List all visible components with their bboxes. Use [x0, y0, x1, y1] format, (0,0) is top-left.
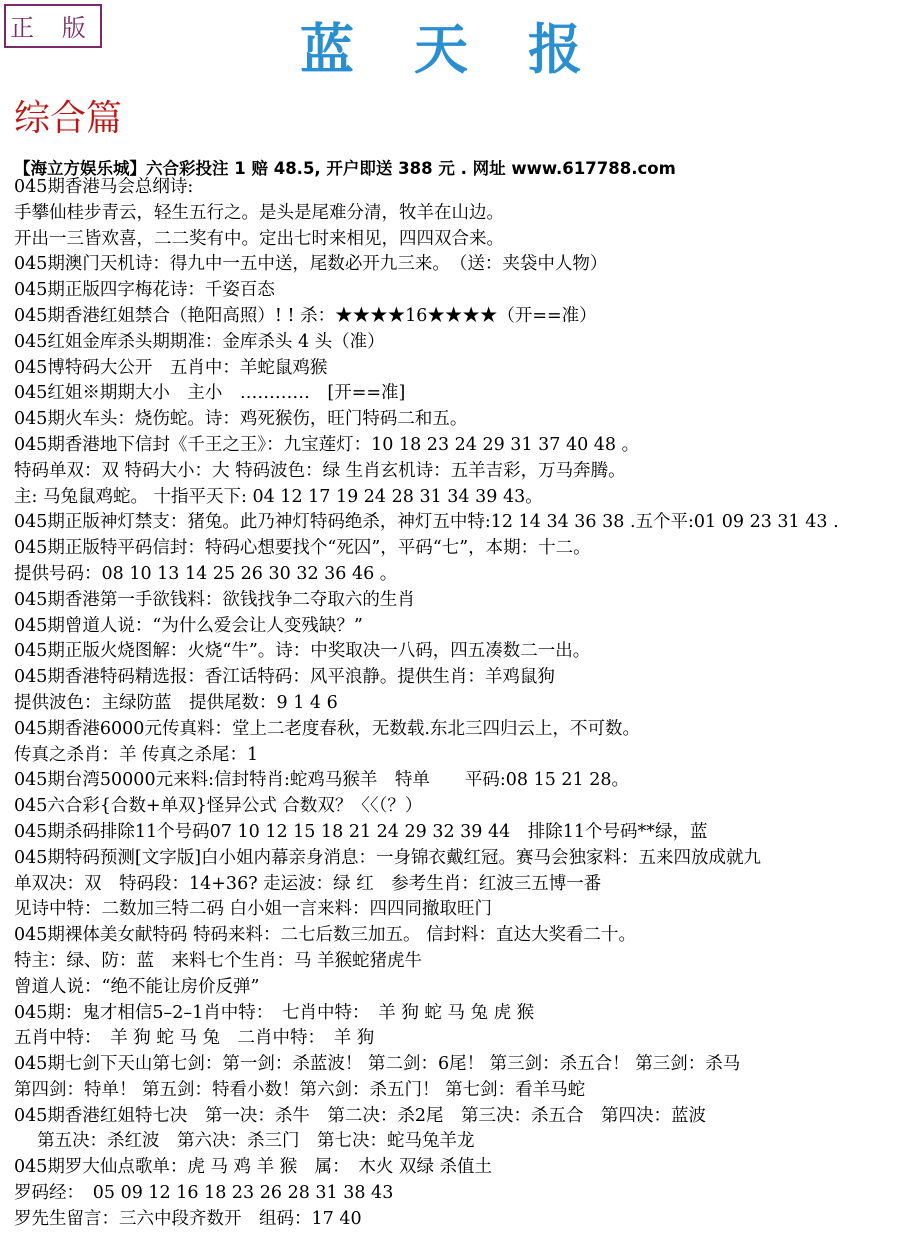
- text-line: 045期香港马会总纲诗:: [14, 177, 194, 197]
- text-line: 045期香港特码精选报：香江话特码：风平浪静。提供生肖：羊鸡鼠狗: [14, 667, 555, 688]
- text-line: 045期香港地下信封《千王之王》：九宝莲灯：10 18 23 24 29 31 37 40 48 。: [14, 434, 640, 455]
- text-line: 045六合彩{合数+单双}怪异公式 合数双？〈〈（？）: [14, 796, 423, 817]
- text-line: 提供波色：主绿防蓝 提供尾数：9 1 4 6: [14, 692, 338, 713]
- section-heading: 综合篇: [14, 98, 123, 139]
- advertisement-line: 【海立方娱乐城】六合彩投注 1 赔 48.5, 开户即送 388 元 . 网址 www.617788.com: [14, 159, 676, 178]
- text-line: 开出一三皆欢喜，二二奖有中。定出七时来相见，四四双合来。: [14, 228, 504, 249]
- text-line: 五肖中特： 羊 狗 蛇 马 兔 二肖中特： 羊 狗: [14, 1028, 375, 1049]
- text-line: 045期七剑下天山第七剑：第一剑：杀蓝波！ 第二剑：6尾！ 第三剑：杀五合！ 第三剑：杀马: [14, 1054, 741, 1075]
- text-line: 045期正版特平码信封：特码心想要找个“死囚”，平码“七”，本期：十二。: [14, 538, 591, 559]
- text-line: 曾道人说：“绝不能让房价反弹”: [14, 976, 260, 997]
- text-line: 045期香港6000元传真料：堂上二老度春秋，无数载.东北三四归云上，不可数。: [14, 718, 640, 739]
- page-title: 蓝天报: [300, 17, 642, 81]
- text-line: 第四剑：特单！ 第五剑：特看小数！第六剑：杀五门！ 第七剑：看羊马蛇: [14, 1079, 586, 1100]
- text-line: 045期正版火烧图解：火烧“牛”。诗：中奖取决一八码，四五凑数二一出。: [14, 641, 591, 662]
- text-line: 单双决：双 特码段：14+36? 走运波：绿 红 参考生肖：红波三五博一番: [14, 873, 602, 894]
- text-line: 045红姐金库杀头期期准：金库杀头 4 头（准）: [14, 331, 385, 352]
- text-line: 见诗中特：二数加三特二码 白小姐一言来料：四四同撤取旺门: [14, 899, 493, 920]
- text-line: 传真之杀肖：羊 传真之杀尾：1: [14, 744, 259, 765]
- text-line: 045红姐※期期大小 主小 ………… [开==准]: [14, 383, 406, 404]
- text-line: 045期澳门天机诗：得九中一五中送，尾数必开九三来。 （送：夹袋中人物）: [14, 254, 608, 275]
- text-line: 罗码经： 05 09 12 16 18 23 26 28 31 38 43: [14, 1183, 394, 1204]
- prediction-text-body: [14, 175, 898, 1233]
- text-line: 045期裸体美女献特码 特码来料：二七后数三加五。 信封料：直达大奖看二十。: [14, 925, 637, 946]
- text-line: 045期特码预测[文字版]白小姐内幕亲身消息：一身锦衣戴红冠。赛马会独家料：五来四放成就九: [14, 847, 762, 868]
- text-line: 045期香港红姐特七决 第一决：杀牛 第二决：杀2尾 第三决：杀五合 第四决：蓝波: [14, 1105, 707, 1126]
- text-line: 提供号码：08 10 13 14 25 26 30 32 36 46 。: [14, 563, 398, 584]
- text-line: 045期杀码排除11个号码07 10 12 15 18 21 24 29 32 39 44 排除11个号码**绿，蓝: [14, 821, 708, 842]
- text-line: 045期罗大仙点歌单：虎 马 鸡 羊 猴 属： 木火 双绿 杀值土: [14, 1157, 493, 1178]
- text-line: 特主：绿、防：蓝 来料七个生肖：马 羊猴蛇猪虎牛: [14, 950, 423, 971]
- text-line: 045博特码大公开 五肖中：羊蛇鼠鸡猴: [14, 357, 328, 378]
- text-line: 特码单双：双 特码大小：大 特码波色：绿 生肖玄机诗：五羊吉彩，万马奔腾。: [14, 460, 626, 481]
- text-line: 045期曾道人说：“为什么爱会让人变残缺？”: [14, 615, 363, 636]
- text-line: 045期：鬼才相信5–2–1肖中特： 七肖中特： 羊 狗 蛇 马 兔 虎 猴: [14, 1002, 535, 1023]
- text-line: 045期台湾50000元来料:信封特肖:蛇鸡马猴羊 特单 平码:08 15 21 28。: [14, 770, 630, 791]
- text-line: 罗先生留言：三六中段齐数开 组码：17 40: [14, 1208, 362, 1229]
- text-line: 手攀仙桂步青云，轻生五行之。是头是尾难分清，牧羊在山边。: [14, 202, 504, 223]
- genuine-stamp: 正 版: [4, 4, 102, 48]
- text-line: 045期火车头：烧伤蛇。诗：鸡死猴伤，旺门特码二和五。: [14, 409, 468, 430]
- text-line: 045期正版四字梅花诗：千姿百态: [14, 280, 275, 301]
- text-line: 045期正版神灯禁支：猪兔。此乃神灯特码绝杀，神灯五中特:12 14 34 36 38 .五个平:01 09 23 31 43 .: [14, 512, 839, 533]
- text-line: 045期香港红姐禁合（艳阳高照）! ! 杀：★★★★16★★★★（开==准）: [14, 305, 597, 326]
- text-line: 045期香港第一手欲钱料：欲钱找争二夺取六的生肖: [14, 589, 415, 610]
- text-line: 主: 马兔鼠鸡蛇。 十指平天下: 04 12 17 19 24 28 31 34 39 43。: [14, 486, 543, 507]
- text-line: 第五决：杀红波 第六决：杀三门 第七决：蛇马兔羊龙: [14, 1131, 475, 1152]
